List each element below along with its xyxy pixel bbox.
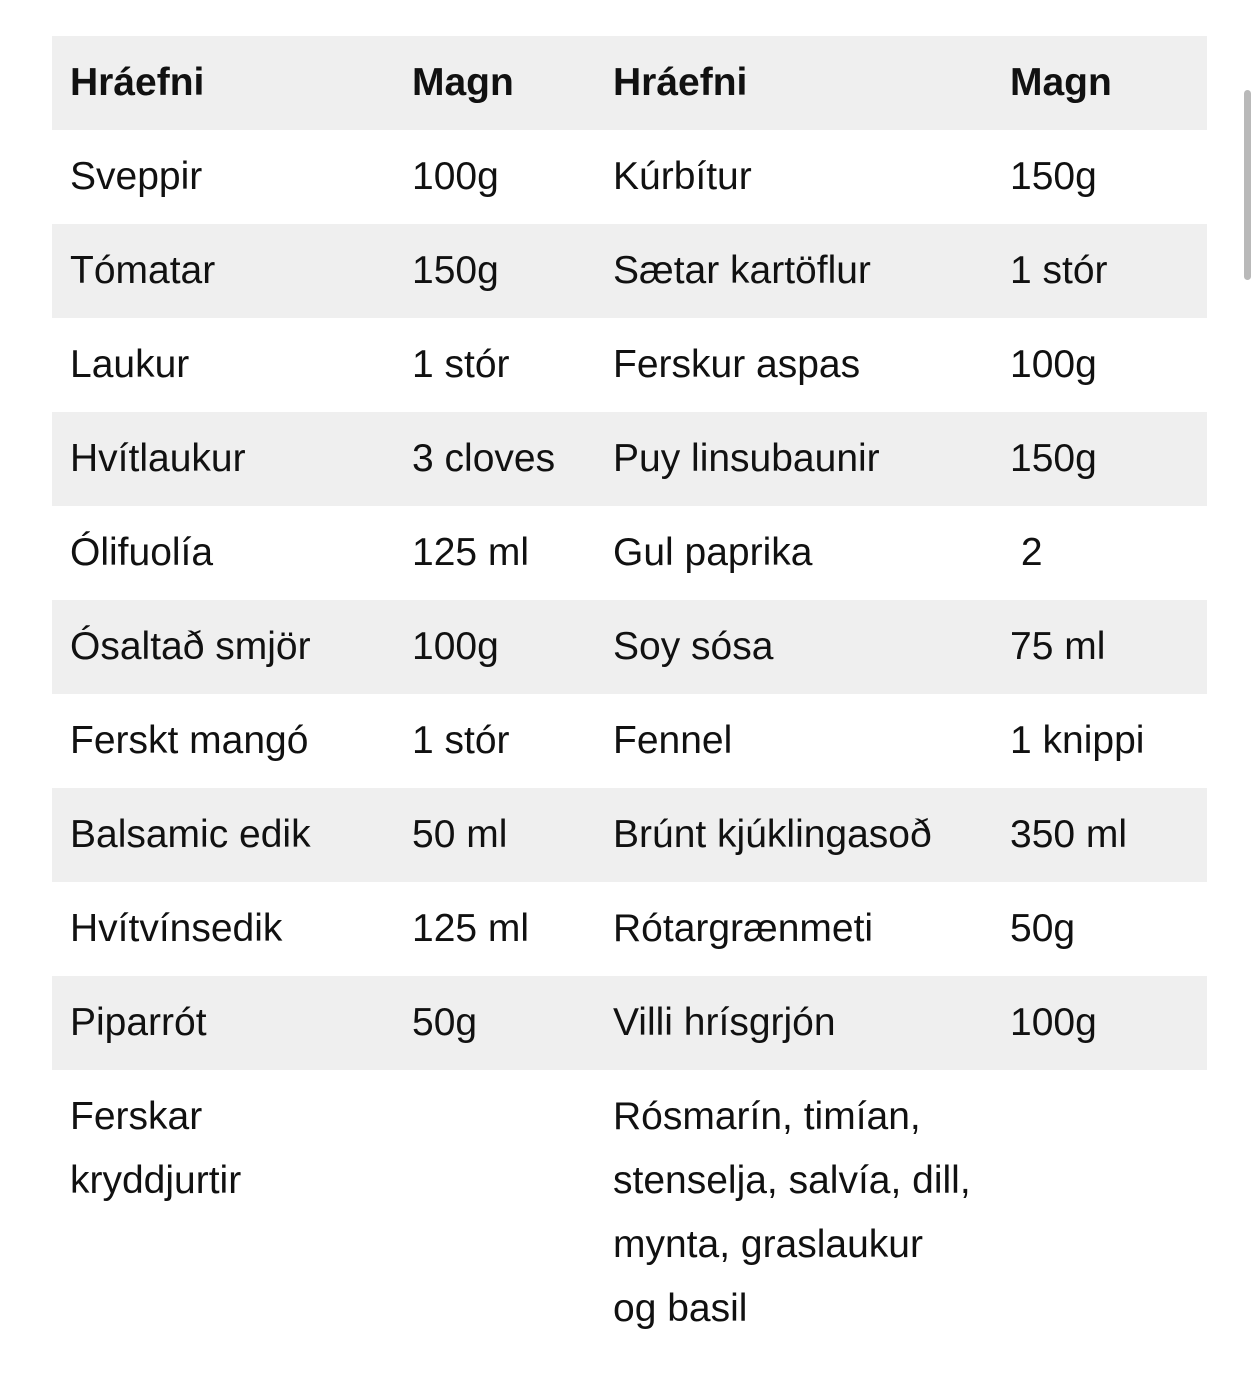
ingredient-cell: Gul paprika [613, 531, 813, 574]
ingredient-cell: Rósmarín, timían, stenselja, salvía, dill, mynta, graslaukur og basil [613, 1095, 971, 1330]
amount-cell [394, 1070, 595, 1341]
ingredient-cell: Ferskt mangó [70, 719, 309, 762]
ingredient-cell: Balsamic edik [70, 813, 311, 856]
header-amount: Magn [412, 61, 514, 104]
table-row [52, 976, 1207, 1070]
amount-cell: 150g [1010, 437, 1097, 480]
ingredients-table [52, 36, 1207, 1341]
table-row [52, 224, 1207, 318]
table-row [52, 788, 1207, 882]
table-row [52, 130, 1207, 224]
vertical-scrollbar[interactable] [1244, 90, 1251, 280]
ingredient-cell: Ólifuolía [70, 531, 214, 574]
header-amount: Magn [1010, 61, 1112, 104]
ingredient-cell: Ósaltað smjör [70, 625, 311, 668]
amount-cell [992, 1070, 1207, 1341]
ingredient-cell: Ferskar kryddjurtir [70, 1095, 242, 1202]
header-ingredient: Hráefni [70, 61, 205, 104]
ingredient-cell: Laukur [70, 343, 190, 386]
amount-cell: 125 ml [412, 531, 530, 574]
ingredient-cell: Ferskur aspas [613, 343, 861, 386]
ingredients-table-container [52, 36, 1207, 1341]
table-row [52, 506, 1207, 600]
ingredient-cell: Rótargrænmeti [613, 907, 874, 950]
amount-cell: 125 ml [412, 907, 530, 950]
amount-cell: 1 stór [1010, 249, 1108, 292]
table-header-row [52, 36, 1207, 130]
amount-cell: 1 knippi [1010, 719, 1145, 762]
amount-cell: 50g [412, 1001, 478, 1044]
table-row [52, 882, 1207, 976]
ingredient-cell: Kúrbítur [613, 155, 752, 198]
amount-cell: 1 stór [412, 343, 510, 386]
amount-cell: 100g [412, 155, 499, 198]
amount-cell: 3 cloves [412, 437, 556, 480]
ingredient-cell: Sætar kartöflur [613, 249, 871, 292]
amount-cell: 150g [412, 249, 499, 292]
amount-cell: 1 stór [412, 719, 510, 762]
table-row [52, 412, 1207, 506]
table-row [52, 318, 1207, 412]
amount-cell: 150g [1010, 155, 1097, 198]
table-row [52, 1070, 1207, 1341]
table-row [52, 600, 1207, 694]
ingredient-cell: Piparrót [70, 1001, 207, 1044]
amount-cell: 100g [1010, 343, 1097, 386]
header-ingredient: Hráefni [613, 61, 748, 104]
amount-cell: 350 ml [1010, 813, 1128, 856]
amount-cell: 50g [1010, 907, 1076, 950]
ingredient-cell: Hvítvínsedik [70, 907, 283, 950]
ingredient-cell: Tómatar [70, 249, 216, 292]
amount-cell: 100g [1010, 1001, 1097, 1044]
ingredient-cell: Soy sósa [613, 625, 774, 668]
amount-cell: 100g [412, 625, 499, 668]
ingredient-cell: Fennel [613, 719, 733, 762]
ingredient-cell: Villi hrísgrjón [613, 1001, 836, 1044]
amount-cell: 75 ml [1010, 625, 1106, 668]
ingredient-cell: Hvítlaukur [70, 437, 246, 480]
ingredient-cell: Puy linsubaunir [613, 437, 880, 480]
amount-cell: 50 ml [412, 813, 508, 856]
table-row [52, 694, 1207, 788]
ingredient-cell: Sveppir [70, 155, 203, 198]
amount-cell: 2 [1010, 531, 1043, 574]
ingredient-cell: Brúnt kjúklingasoð [613, 813, 932, 856]
